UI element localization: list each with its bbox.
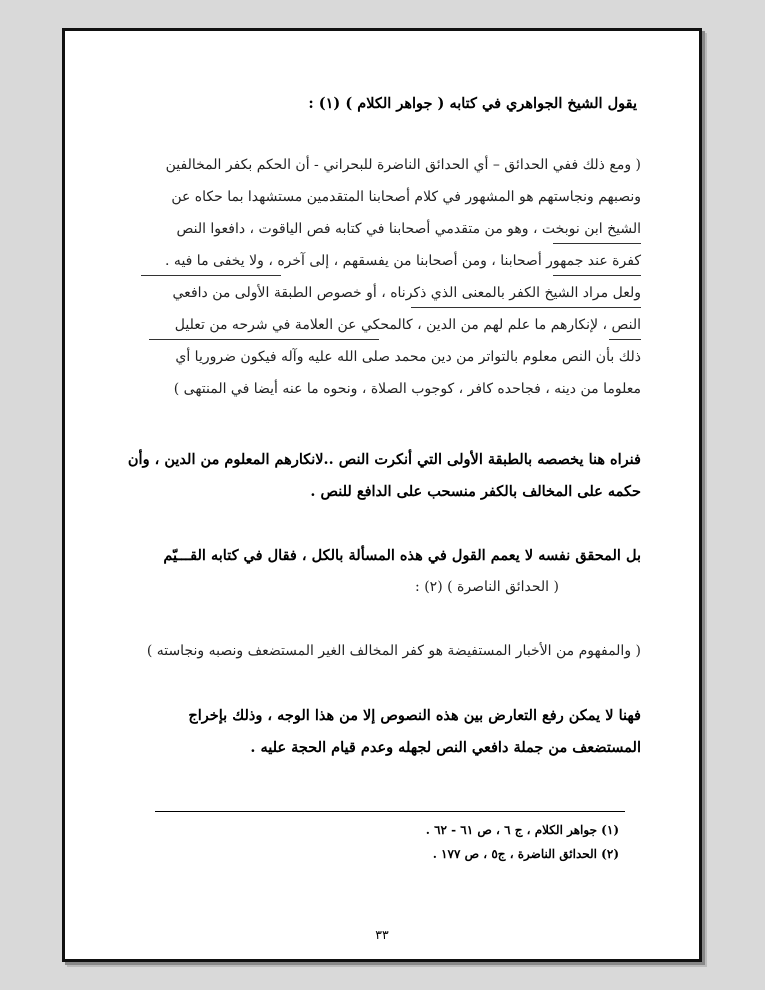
- underline-mark: [411, 307, 641, 308]
- quote-line: ذلك بأن النص معلوم بالتواتر من دين محمد صلى الله عليه وآله فيكون ضروريا أي: [175, 349, 641, 365]
- body-line: حكمه على المخالف بالكفر منسحب على الدافع للنص .: [310, 483, 641, 500]
- book-title-line: ( الحدائق الناصرة ) (٢) :: [415, 579, 559, 595]
- intro-line: يقول الشيخ الجواهري في كتابه ( جواهر الكلام ) (١) :: [308, 95, 637, 112]
- underline-mark: [609, 339, 641, 340]
- body-line: فنراه هنا يخصصه بالطبقة الأولى التي أنكرت النص ..لانكارهم المعلوم من الدين ، وأن: [127, 451, 641, 468]
- footnote: (٢) الحدائق الناضرة ، ج٥ ، ص ١٧٧ .: [432, 847, 619, 861]
- quote-line: ونصبهم ونجاستهم هو المشهور في كلام أصحابنا المتقدمين مستشهدا بما حكاه عن: [171, 189, 641, 205]
- quote-line: ( والمفهوم من الأخبار المستفيضة هو كفر المخالف الغير المستضعف ونصبه ونجاسته ): [146, 643, 641, 659]
- quote-line: ( ومع ذلك ففي الحدائق – أي الحدائق الناضرة للبحراني - أن الحكم بكفر المخالفين: [165, 157, 641, 173]
- body-line: بل المحقق نفسه لا يعمم القول في هذه المسألة بالكل ، فقال في كتابه القـــيّم: [163, 547, 641, 564]
- page-frame: [62, 28, 702, 962]
- quote-line: ولعل مراد الشيخ الكفر بالمعنى الذي ذكرناه ، أو خصوص الطبقة الأولى من دافعي: [172, 285, 641, 301]
- underline-mark: [141, 275, 281, 276]
- underline-mark: [553, 243, 641, 244]
- quote-line: كفرة عند جمهور أصحابنا ، ومن أصحابنا من يفسقهم ، إلى آخره ، ولا يخفى ما فيه .: [165, 253, 641, 269]
- footnote-divider: [155, 811, 625, 812]
- quote-line: معلوما من دينه ، فجاحده كافر ، كوجوب الصلاة ، ونحوه ما عنه أيضا في المنتهى ): [173, 381, 641, 397]
- body-line: فهنا لا يمكن رفع التعارض بين هذه النصوص إلا من هذا الوجه ، وذلك بإخراج: [188, 707, 641, 724]
- underline-mark: [149, 339, 379, 340]
- underline-mark: [553, 275, 641, 276]
- page-number: ٣٣: [375, 927, 389, 942]
- quote-line: النص ، لإنكارهم ما علم لهم من الدين ، كالمحكي عن العلامة في شرحه من تعليل: [174, 317, 641, 333]
- quote-line: الشيخ ابن نوبخت ، وهو من متقدمي أصحابنا في كتابه فص الياقوت ، دافعوا النص: [176, 221, 641, 237]
- body-line: المستضعف من جملة دافعي النص لجهله وعدم قيام الحجة عليه .: [250, 739, 641, 756]
- footnote: (١) جواهر الكلام ، ج ٦ ، ص ٦١ - ٦٢ .: [425, 823, 619, 837]
